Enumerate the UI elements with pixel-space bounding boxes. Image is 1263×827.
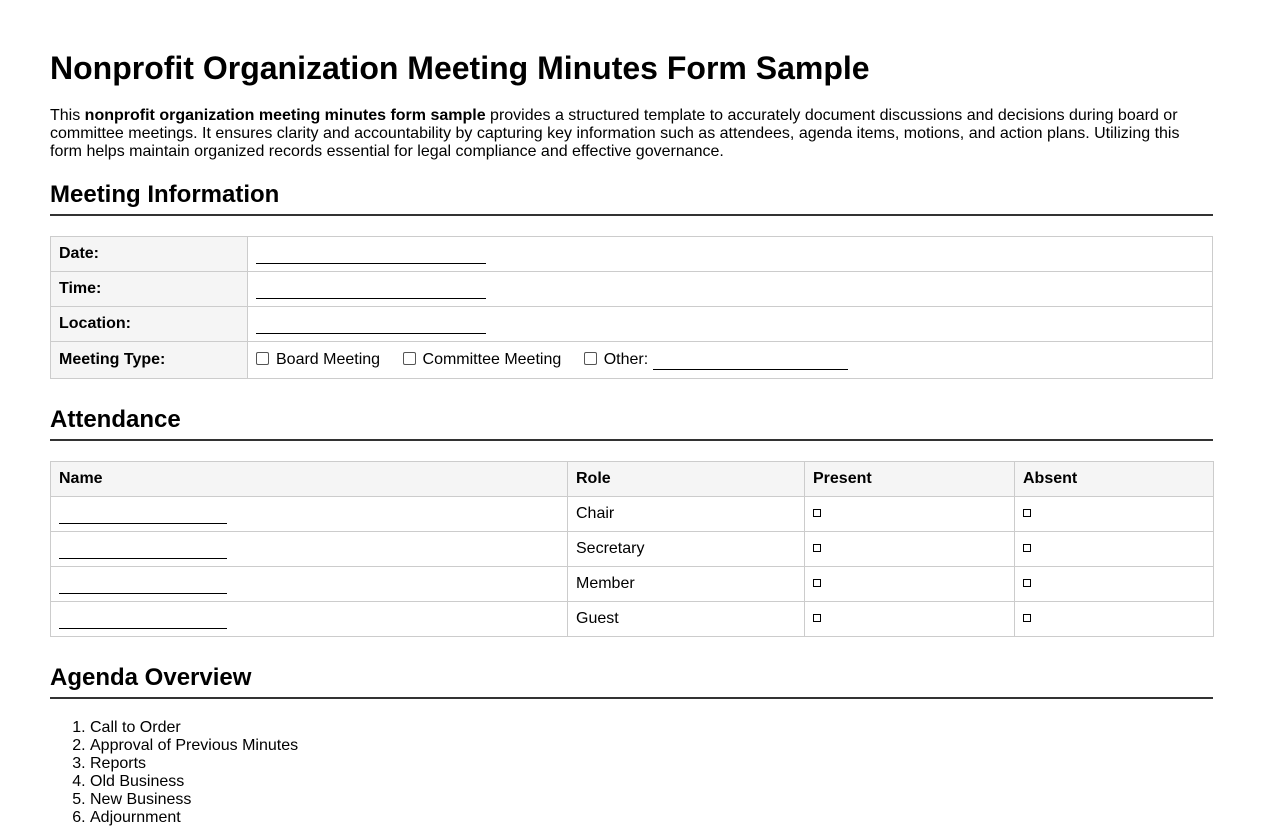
meeting-information-table (50, 236, 1213, 379)
list-item: 3. Reports (90, 755, 1213, 773)
name-cell (51, 602, 568, 637)
present-checkbox[interactable] (813, 509, 821, 517)
agenda-overview-heading: Agenda Overview (50, 664, 1213, 699)
meeting-type-row (51, 342, 1213, 379)
absent-checkbox[interactable] (1023, 614, 1031, 622)
meeting-type-options-cell (248, 342, 1213, 379)
agenda-list (50, 719, 1213, 827)
absent-checkbox[interactable] (1023, 509, 1031, 517)
list-item: 4. Old Business (90, 773, 1213, 791)
absent-cell (1015, 567, 1214, 602)
time-row (51, 272, 1213, 307)
table-row (51, 497, 1214, 532)
document-page (50, 0, 1213, 827)
intro-paragraph (50, 107, 1213, 161)
absent-checkbox[interactable] (1023, 579, 1031, 587)
table-row (51, 602, 1214, 637)
present-cell (805, 532, 1015, 567)
column-header-name: Name (51, 462, 568, 497)
date-value-cell (248, 237, 1213, 272)
present-checkbox[interactable] (813, 614, 821, 622)
other-label: Other: (603, 350, 649, 368)
column-header-present: Present (805, 462, 1015, 497)
present-cell (805, 602, 1015, 637)
date-label: Date: (51, 237, 248, 272)
committee-meeting-label: Committee Meeting (422, 350, 562, 368)
absent-checkbox[interactable] (1023, 544, 1031, 552)
attendance-heading: Attendance (50, 406, 1213, 441)
name-cell (51, 497, 568, 532)
list-item: 1. Call to Order (90, 719, 1213, 737)
other-checkbox[interactable] (584, 352, 597, 365)
present-cell (805, 567, 1015, 602)
list-item: 6. Adjournment (90, 809, 1213, 827)
present-checkbox[interactable] (813, 544, 821, 552)
meeting-information-heading: Meeting Information (50, 181, 1213, 216)
present-checkbox[interactable] (813, 579, 821, 587)
intro-suffix: provides a structured template to accurately document discussions and decisions during board or committee meetings. It ensures clarity and accountability by capturing key information such as attendees, agenda items, motions, and action plans. Utilizing this form helps maintain organized records essential for legal compliance and effective governance. (50, 107, 1180, 160)
role-cell: Chair (568, 497, 805, 532)
present-cell (805, 497, 1015, 532)
location-field[interactable] (256, 317, 486, 334)
intro-prefix: This (50, 107, 85, 124)
absent-cell (1015, 532, 1214, 567)
role-cell: Secretary (568, 532, 805, 567)
name-field[interactable] (59, 577, 227, 594)
time-label: Time: (51, 272, 248, 307)
name-field[interactable] (59, 612, 227, 629)
board-meeting-label: Board Meeting (276, 350, 381, 368)
name-field[interactable] (59, 542, 227, 559)
location-label: Location: (51, 307, 248, 342)
list-item: 2. Approval of Previous Minutes (90, 737, 1213, 755)
name-field[interactable] (59, 507, 227, 524)
committee-meeting-option[interactable] (403, 351, 562, 368)
attendance-table (50, 461, 1214, 637)
location-value-cell (248, 307, 1213, 342)
committee-meeting-checkbox[interactable] (403, 352, 416, 365)
date-field[interactable] (256, 247, 486, 264)
attendance-header-row (51, 462, 1214, 497)
board-meeting-option[interactable] (256, 351, 380, 368)
role-cell: Member (568, 567, 805, 602)
absent-cell (1015, 602, 1214, 637)
table-row (51, 532, 1214, 567)
time-value-cell (248, 272, 1213, 307)
board-meeting-checkbox[interactable] (256, 352, 269, 365)
table-row (51, 567, 1214, 602)
name-cell (51, 532, 568, 567)
name-cell (51, 567, 568, 602)
column-header-absent: Absent (1015, 462, 1214, 497)
date-row (51, 237, 1213, 272)
other-option[interactable] (584, 351, 848, 368)
intro-bold-phrase: nonprofit organization meeting minutes form sample (84, 107, 486, 124)
absent-cell (1015, 497, 1214, 532)
time-field[interactable] (256, 282, 486, 299)
role-cell: Guest (568, 602, 805, 637)
page-title: Nonprofit Organization Meeting Minutes Form Sample (50, 50, 870, 86)
list-item: 5. New Business (90, 791, 1213, 809)
other-field[interactable] (653, 353, 848, 370)
meeting-type-label: Meeting Type: (51, 342, 248, 379)
location-row (51, 307, 1213, 342)
column-header-role: Role (568, 462, 805, 497)
